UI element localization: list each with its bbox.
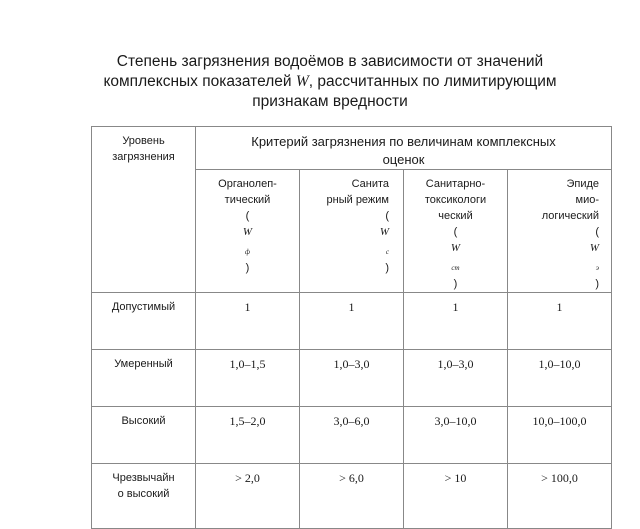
value-cell: 1,0–3,0 [300, 350, 404, 407]
slide-title [40, 52, 620, 112]
value-cell: > 10 [404, 464, 508, 529]
value-cell: > 100,0 [508, 464, 612, 529]
subheader-line: Эпиде [566, 178, 599, 190]
level-column-header [92, 127, 196, 293]
value-cell: > 6,0 [300, 464, 404, 529]
criteria-header-line: Критерий загрязнения по величинам комплексных [251, 134, 556, 149]
subheader-line: рный режим [326, 194, 389, 206]
value-cell: 3,0–10,0 [404, 407, 508, 464]
level-cell: Умеренный [92, 350, 196, 407]
value-cell: 1,0–10,0 [508, 350, 612, 407]
subheader-line-text: ческий [438, 210, 473, 222]
level-cell [92, 464, 196, 529]
value-cell: 1,0–3,0 [404, 350, 508, 407]
subheader-line: мио- [575, 194, 599, 206]
symbol-letter: W [379, 226, 389, 238]
value-cell: 1 [404, 293, 508, 350]
symbol-letter: W [242, 226, 253, 238]
value-cell: 3,0–6,0 [300, 407, 404, 464]
subheader-symbol: ( W $_ф$ ) [196, 208, 299, 276]
value-cell: 1,5–2,0 [196, 407, 300, 464]
subheader-sanitary-toxicological [404, 170, 508, 293]
subheader-line: ческий ( W $_{ст}$ ) [404, 208, 507, 292]
value-cell: 1,0–1,5 [196, 350, 300, 407]
subheader-organoleptic [196, 170, 300, 293]
symbol-letter: W [589, 242, 599, 254]
subheader-symbol: ( W $_э$ ) [508, 224, 599, 292]
symbol-subscript: с [385, 248, 389, 257]
title-line-3: признакам вредности [252, 93, 408, 110]
criteria-header [196, 127, 612, 170]
symbol-letter: W [450, 242, 461, 254]
criteria-header-line: оценок [382, 152, 425, 167]
subheader-line: логический [541, 210, 599, 222]
value-cell: 1 [196, 293, 300, 350]
subheader-line: тический [224, 194, 271, 206]
table-row [92, 293, 612, 350]
table-row [92, 350, 612, 407]
subheader-line: Санита [351, 178, 389, 190]
symbol-subscript: э [595, 264, 599, 273]
table-row [92, 407, 612, 464]
subheader-epidemiological [508, 170, 612, 293]
subheader-symbol: ( W $_с$ ) [300, 208, 389, 276]
title-line-2-end: , рассчитанных по лимитирующим [308, 73, 557, 90]
symbol-subscript: ст [451, 264, 460, 273]
subheader-line: токсикологи [424, 194, 487, 206]
level-header-line: загрязнения [112, 151, 175, 163]
pollution-table [91, 126, 612, 529]
title-line-2-start: комплексных показателей [103, 73, 296, 90]
subheader-line: Органолеп- [218, 178, 277, 190]
title-line-1: Степень загрязнения водоёмов в зависимости от значений [116, 53, 544, 70]
subheader-sanitary-regime [300, 170, 404, 293]
value-cell: 1 [300, 293, 404, 350]
value-cell: > 2,0 [196, 464, 300, 529]
level-cell-line: Чрезвычайн [112, 472, 175, 485]
title-line-2 [40, 72, 620, 92]
symbol-subscript: ф [245, 248, 250, 257]
value-cell: 10,0–100,0 [508, 407, 612, 464]
level-cell: Допустимый [92, 293, 196, 350]
level-header-line: Уровень [122, 135, 165, 147]
level-cell-line: о высокий [117, 488, 170, 501]
header-row-1 [92, 127, 612, 170]
title-w-symbol: W [295, 73, 309, 90]
value-cell: 1 [508, 293, 612, 350]
table-row [92, 464, 612, 529]
subheader-line: Санитарно- [425, 178, 486, 190]
level-cell: Высокий [92, 407, 196, 464]
